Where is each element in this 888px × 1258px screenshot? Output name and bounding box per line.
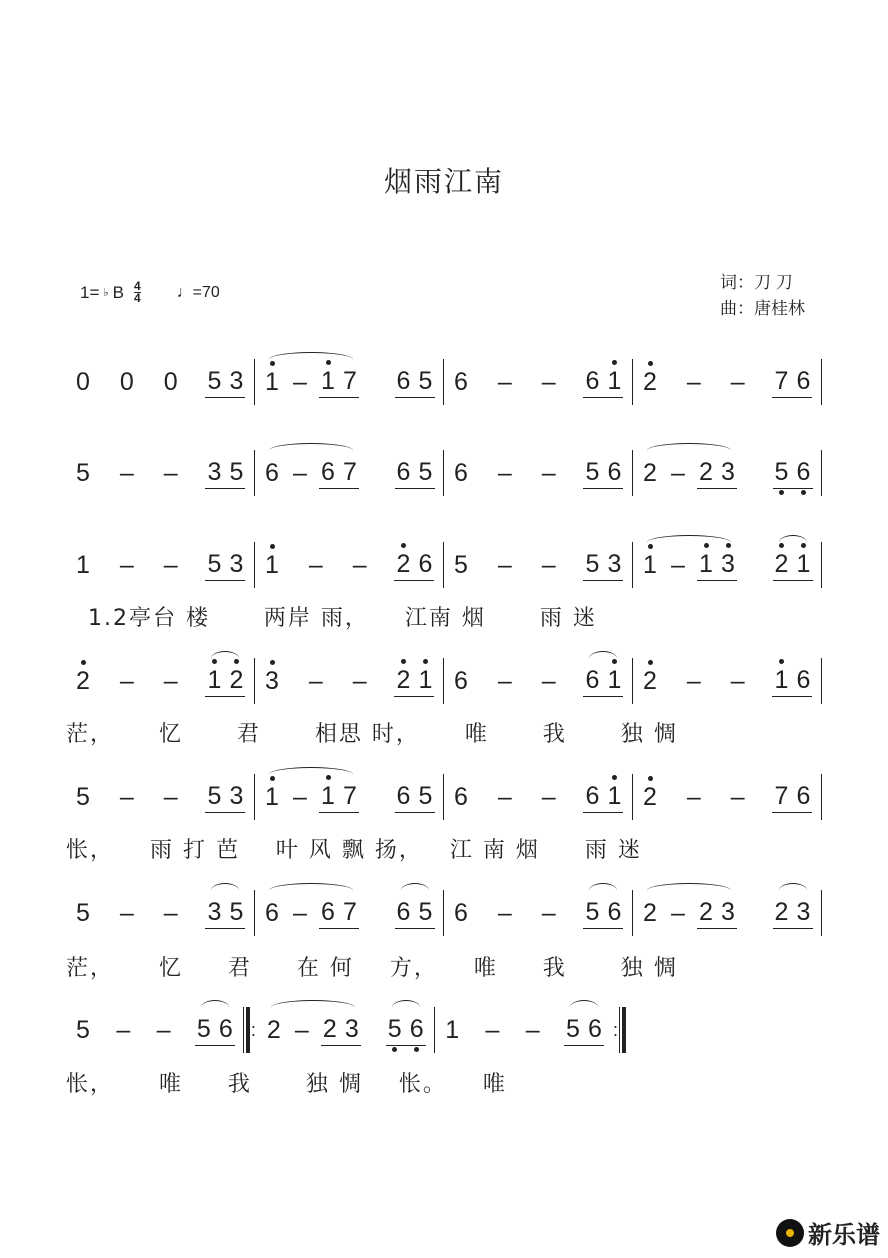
measure [435,1000,612,1060]
note: – [730,368,745,396]
eighth-note-group [195,1014,235,1046]
note: 1 [416,665,434,695]
key-signature [80,281,220,304]
note: 5 [585,458,600,486]
note: 0 [163,368,178,396]
note: 1 [263,550,281,580]
high-octave-dot [423,659,428,664]
note: 7 [343,367,357,395]
note: 5 [207,367,222,395]
flat-sign: ♭ [103,287,109,299]
note: 2 [74,666,92,696]
low-octave-dot [414,1047,419,1052]
high-octave-dot [704,543,709,548]
note: 2 [774,898,789,926]
note: – [119,459,134,487]
measure [66,651,254,711]
note: – [352,667,367,695]
note: – [163,783,178,811]
note: 3 [721,898,735,926]
note: 2 [641,367,659,397]
note: 5 [585,550,600,578]
high-octave-dot [612,360,617,365]
note: – [119,899,134,927]
slur [641,457,737,489]
note: – [293,899,307,927]
eighth-note-group [394,665,434,697]
slur [773,549,813,581]
low-octave-dot [779,490,784,495]
note: 3 [207,458,222,486]
note: – [497,368,512,396]
slur [386,1014,426,1046]
score-line [66,1000,626,1060]
note: 2 [266,1016,281,1044]
note: – [485,1016,500,1044]
note: 5 [773,457,791,487]
note: 7 [343,898,357,926]
slur [263,457,359,489]
slur [195,1014,235,1046]
note: 5 [207,550,222,578]
measure [66,883,254,943]
note: – [686,667,701,695]
note: – [293,459,307,487]
note: 1 [605,366,623,396]
eighth-note-group [205,897,245,929]
slur [205,665,245,697]
score-line [66,883,822,943]
note: – [352,551,367,579]
key-note: B [112,282,124,302]
note: 5 [76,1016,90,1044]
note: 5 [76,459,90,487]
measure [444,352,632,412]
repeat-dots: : [613,1019,619,1040]
high-octave-dot [726,543,731,548]
eighth-note-group [697,897,737,929]
note: 5 [418,898,433,926]
eighth-note-group [319,781,359,813]
slur [583,897,623,929]
high-octave-dot [648,544,653,549]
measure [633,443,821,503]
note: – [686,368,701,396]
note: 1 [319,781,337,811]
note: 3 [344,1015,359,1043]
note: 2 [699,458,713,486]
high-octave-dot [270,776,275,781]
score-line [66,352,822,412]
high-octave-dot [234,659,239,664]
note: 1 [319,366,337,396]
note: 0 [119,368,134,396]
note: – [156,1016,171,1044]
note: 1 [76,551,90,579]
note: – [497,899,512,927]
eighth-note-group [205,549,245,581]
note: 1 [263,367,281,397]
note: – [163,459,178,487]
barline [821,450,823,496]
note: – [293,783,307,811]
eighth-note-group [773,549,813,581]
measure [444,767,632,827]
note: 6 [454,783,468,811]
note: 3 [229,782,244,810]
measure [255,883,443,943]
note: 6 [265,459,279,487]
note: – [163,551,178,579]
note: 3 [207,898,222,926]
score-line [66,443,822,503]
note: 5 [229,898,244,926]
lyric-line: 1.2亭台 楼 两岸 雨， 江南 烟 雨 迷 [70,606,597,631]
note: 6 [454,368,468,396]
eighth-note-group [395,366,435,398]
score-line [66,651,822,711]
note: 1 [795,549,813,579]
eighth-note-group [772,665,812,697]
lyric-line: 茫， 忆 君 在 何 方， 唯 我 独 惆 [66,956,678,981]
eighth-note-group [394,549,434,581]
note: – [119,551,134,579]
lyric-line: 怅， 唯 我 独 惆 怅。 唯 [66,1072,507,1097]
eighth-note-group [773,897,813,929]
note: 2 [322,1015,337,1043]
high-octave-dot [648,660,653,665]
note: – [116,1016,131,1044]
measure [633,883,821,943]
time-top: 4 [133,279,141,293]
note: – [163,899,178,927]
eighth-note-group [697,457,737,489]
time-bottom: 4 [133,291,141,305]
note: – [119,783,134,811]
note: – [497,667,512,695]
slur [263,781,359,813]
note: 6 [607,458,622,486]
composer: 曲：唐桂林 [720,299,805,318]
slur [205,897,245,929]
note: – [525,1016,540,1044]
note: 1 [445,1016,460,1044]
high-octave-dot [401,543,406,548]
note: 6 [218,1015,233,1043]
key-prefix: 1= [80,282,100,302]
measure [255,767,443,827]
note: 3 [229,550,244,578]
high-octave-dot [401,659,406,664]
slur [583,665,623,697]
note: – [119,667,134,695]
score-line [66,535,822,595]
high-octave-dot [212,659,217,664]
eighth-note-group [583,897,623,929]
high-octave-dot [612,659,617,664]
note: 6 [795,457,813,487]
note: – [294,1016,309,1044]
high-octave-dot [648,776,653,781]
tempo-value: =70 [192,283,220,301]
lyric-line: 怅， 雨 打 芭 叶 风 飘 扬， 江 南 烟 雨 迷 [66,838,642,863]
eighth-note-group [205,665,245,697]
logo-text: 新乐谱 [808,1222,880,1249]
measure [444,535,632,595]
measure [66,443,254,503]
high-octave-dot [326,360,331,365]
eighth-note-group [319,897,359,929]
note: 7 [774,782,789,810]
eighth-note-group [583,781,623,813]
note: 1 [605,781,623,811]
slur [263,897,359,929]
note: 6 [396,458,411,486]
song-title: 烟雨江南 [383,165,504,198]
tempo [177,284,220,302]
high-octave-dot [81,660,86,665]
eighth-note-group [395,457,435,489]
eighth-note-group [395,897,435,929]
note: 7 [774,367,789,395]
note: 6 [607,898,622,926]
eighth-note-group [386,1014,426,1046]
note: 2 [394,549,412,579]
note: 6 [321,458,335,486]
note: – [163,667,178,695]
note: 5 [418,367,433,395]
note: 6 [321,898,335,926]
note: 6 [408,1014,426,1044]
note: 1 [605,665,623,695]
high-octave-dot [270,544,275,549]
eighth-note-group [205,457,245,489]
note: 7 [343,458,357,486]
slur [265,1014,361,1046]
note: – [730,667,745,695]
eighth-note-group [205,781,245,813]
note: 5 [386,1014,404,1044]
note: – [541,899,556,927]
measure [66,352,254,412]
measure [255,651,443,711]
note: – [671,459,685,487]
note: – [671,551,685,579]
note: – [497,551,512,579]
note: – [730,783,745,811]
note: 3 [263,666,281,696]
high-octave-dot [648,361,653,366]
eighth-note-group [319,457,359,489]
note: 5 [76,783,90,811]
note: 1 [772,665,790,695]
note: – [541,368,556,396]
eighth-note-group [319,366,359,398]
slur [263,366,359,398]
note: – [541,667,556,695]
slur [641,897,737,929]
measure [444,883,632,943]
eighth-note-group [583,457,623,489]
measure [633,767,821,827]
note: 6 [796,666,811,694]
note: 7 [343,782,357,810]
note: – [541,783,556,811]
high-octave-dot [779,543,784,548]
note: 3 [721,458,735,486]
note: 1 [697,549,715,579]
eighth-note-group [583,366,623,398]
note: 3 [719,549,737,579]
note: – [541,459,556,487]
note: 6 [454,899,468,927]
note: 5 [207,782,222,810]
high-octave-dot [779,659,784,664]
note: 3 [796,898,811,926]
slur [641,549,737,581]
note: 5 [418,782,433,810]
note: 2 [394,665,412,695]
note: – [686,783,701,811]
eighth-note-group [583,665,623,697]
repeat-end-barline [619,1007,626,1053]
note: 6 [396,898,411,926]
eighth-note-group [772,781,812,813]
note: 6 [454,459,468,487]
note: 6 [796,367,811,395]
barline [821,542,823,588]
measure [66,1000,243,1060]
slur [564,1014,604,1046]
note: 3 [607,550,622,578]
note: 6 [796,782,811,810]
note: – [541,551,556,579]
note: 6 [265,899,279,927]
note: 2 [773,549,791,579]
high-octave-dot [612,775,617,780]
note: 3 [229,367,244,395]
note: 2 [227,665,245,695]
note: – [308,551,323,579]
note: 6 [588,1015,602,1043]
measure [444,443,632,503]
barline [821,658,823,704]
high-octave-dot [801,543,806,548]
note: 1 [205,665,223,695]
measure [255,535,443,595]
high-octave-dot [270,361,275,366]
high-octave-dot [270,660,275,665]
score-line [66,767,822,827]
note: 1 [641,550,659,580]
measure [633,651,821,711]
note: 5 [196,1015,211,1043]
barline [821,890,823,936]
note: 5 [229,458,244,486]
low-octave-dot [801,490,806,495]
slur [395,897,435,929]
note: 5 [585,898,600,926]
eighth-note-group [321,1014,361,1046]
repeat-start-barline [243,1007,250,1053]
eighth-note-group [772,366,812,398]
eighth-note-group [583,549,623,581]
note: 0 [76,368,90,396]
eighth-note-group [205,366,245,398]
note: 5 [566,1015,580,1043]
note: 2 [643,459,657,487]
note: 2 [641,782,659,812]
high-octave-dot [326,775,331,780]
lyricist: 词：刀 刀 [720,273,793,292]
note: 5 [76,899,90,927]
measure [66,767,254,827]
barline [821,774,823,820]
barline [821,359,823,405]
measure [255,352,443,412]
note: – [497,783,512,811]
record-disc-icon [776,1219,804,1247]
credits [720,270,805,322]
eighth-note-group [697,549,737,581]
measure [255,443,443,503]
note: 6 [585,782,600,810]
note: – [671,899,685,927]
note: 5 [454,551,468,579]
note: – [497,459,512,487]
low-octave-dot [392,1047,397,1052]
note: 1 [263,782,281,812]
note: 5 [418,458,433,486]
measure [66,535,254,595]
note: 6 [418,550,433,578]
note: 2 [641,666,659,696]
site-logo [776,1215,880,1250]
eighth-note-group [395,781,435,813]
eighth-note-group [773,457,813,489]
measure [444,651,632,711]
time-signature [134,281,141,304]
note: 2 [643,899,657,927]
note: 2 [699,898,713,926]
slur [773,897,813,929]
note: – [308,667,323,695]
note: 6 [585,367,600,395]
lyric-line: 茫， 忆 君 相思 时， 唯 我 独 惆 [66,722,678,747]
note: 6 [396,782,411,810]
repeat-dots: : [250,1019,256,1040]
note: 6 [396,367,411,395]
note: – [293,368,307,396]
measure [633,535,821,595]
quarter-note-icon: ♩ [176,283,193,301]
measure [257,1000,434,1060]
measure [633,352,821,412]
note: 6 [585,666,600,694]
eighth-note-group [564,1014,604,1046]
note: 6 [454,667,468,695]
